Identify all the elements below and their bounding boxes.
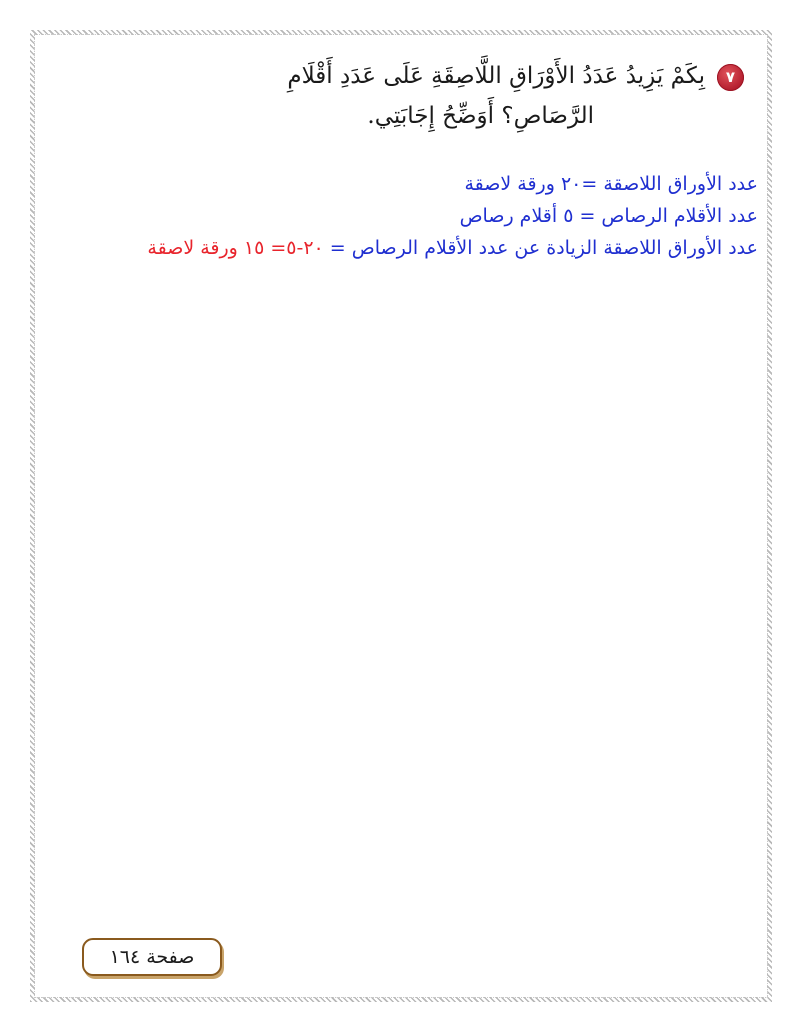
question-block — [104, 56, 744, 136]
answer-line-3-text: عدد الأوراق اللاصقة الزيادة عن عدد الأقلام الرصاص = — [323, 237, 758, 259]
question-line-1 — [104, 56, 744, 96]
page-number-label: صفحة ١٦٤ — [109, 946, 195, 968]
answer-line-2: عدد الأقلام الرصاص = ٥ أقلام رصاص — [459, 205, 758, 227]
page-number-badge — [82, 938, 222, 976]
question-number-badge: ٧ — [717, 64, 744, 91]
answer-line-3-result: ٢٠-٥= ١٥ ورقة لاصقة — [147, 237, 324, 259]
answer-line-1: عدد الأوراق اللاصقة =٢٠ ورقة لاصقة — [464, 173, 758, 195]
answer-block — [38, 168, 758, 264]
question-text-1: بِكَمْ يَزِيدُ عَدَدُ الأَوْرَاقِ اللَّاصِقَةِ عَلَى عَدَدِ أَقْلَامِ — [287, 63, 705, 89]
question-text-2: الرَّصَاصِ؟ أَوَضِّحُ إِجَابَتِي. — [367, 103, 594, 129]
answer-line-3 — [38, 232, 758, 264]
